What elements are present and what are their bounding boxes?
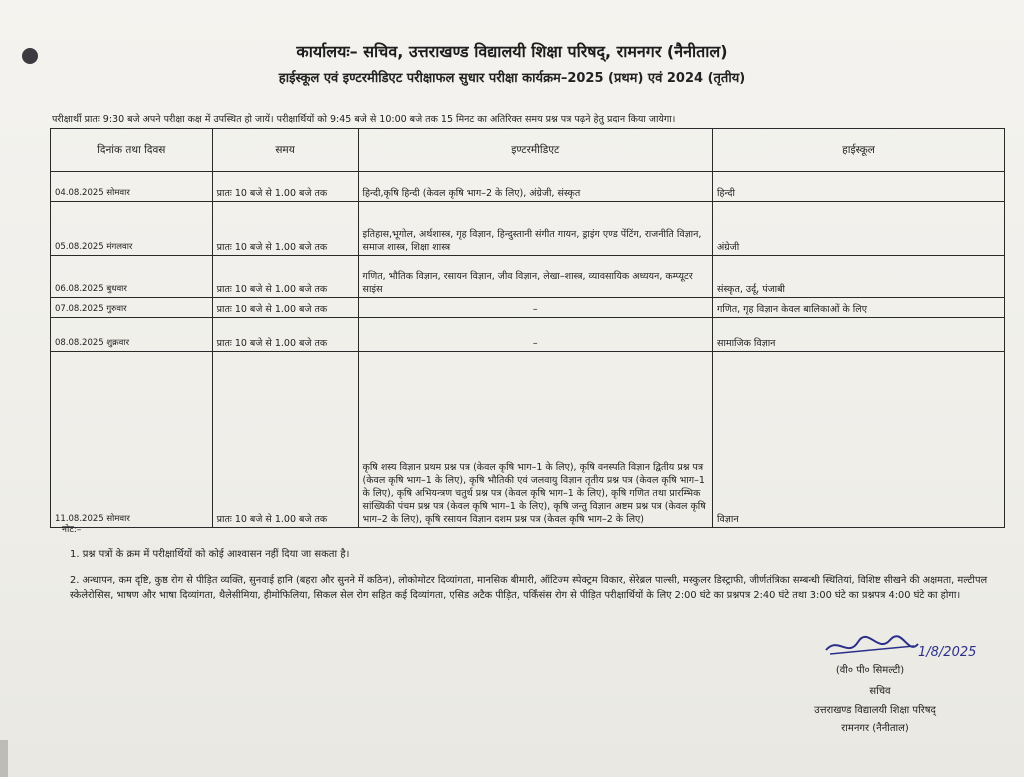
row-date: 07.08.2025 गुरुवार [51,298,213,318]
header-intermediate: इण्टरमीडिएट [358,129,712,172]
row-date: 04.08.2025 सोमवार [51,172,213,202]
row-intermediate: गणित, भौतिक विज्ञान, रसायन विज्ञान, जीव विज्ञान, लेखा–शास्त्र, व्यावसायिक अध्ययन, कम्प्यूटर साइंस [358,256,712,298]
table-row [51,172,1005,202]
header-time: समय [212,129,358,172]
signatory-title: सचिव [869,686,891,697]
table-row [51,352,1005,528]
row-date: 06.08.2025 बुधवार [51,256,213,298]
note-2: 2. अन्धापन, कम दृष्टि, कुष्ठ रोग से पीड़ित व्यक्ति, सुनवाई हानि (बहरा और सुनने में कठिन), लोकोमोटर दिव्यांगता, मानसिक बीमारी, ऑटिज्म स्पेक्ट्रम विकार, सेरेब्रल पाल्सी, मस्कुलर डिस्ट्राफी, जीर्णतंत्रिका सम्बन्धी स्थितियां, विशिष्ट सीखने की अक्षमता, मल्टीपल स्केलेरोसिस, भाषण और भाषा दिव्यांगता, थैलेसीमिया, हीमोफिलिया, सिकल सेल रोग सहित कई दिव्यांगता, एसिड अटैक पीड़ित, पर्किंसंस रोग से पीड़ित परीक्षार्थियों के लिए 2:00 घंटे का प्रश्नपत्र 2:40 घंटे तथा 3:00 घंटे का प्रश्नपत्र 4:00 घंटे का होगा। [70,575,988,601]
table-row [51,298,1005,318]
signature-date: 1/8/2025 [918,645,977,660]
row-intermediate: हिन्दी,कृषि हिन्दी (केवल कृषि भाग–2 के लिए), अंग्रेजी, संस्कृत [358,172,712,202]
row-highschool: अंग्रेजी [713,202,1005,256]
table-header-row [51,129,1005,172]
row-time: प्रातः 10 बजे से 1.00 बजे तक [212,202,358,256]
note-1: 1. प्रश्न पत्रों के क्रम में परीक्षार्थियों को कोई आश्वासन नहीं दिया जा सकता है। [70,549,350,560]
table-row [51,256,1005,298]
row-time: प्रातः 10 बजे से 1.00 बजे तक [212,352,358,528]
header-highschool: हाईस्कूल [713,129,1005,172]
exam-schedule-table [50,128,1005,528]
row-time: प्रातः 10 बजे से 1.00 बजे तक [212,256,358,298]
row-time: प्रातः 10 बजे से 1.00 बजे तक [212,172,358,202]
row-intermediate: इतिहास,भूगोल, अर्थशास्त्र, गृह विज्ञान, हिन्दुस्तानी संगीत गायन, ड्राइंग एण्ड पेंटिंग, राजनीति विज्ञान, समाज शास्त्र, शिक्षा शास्त्र [358,202,712,256]
office-header: कार्यालयः– सचिव, उत्तराखण्ड विद्यालयी शिक्षा परिषद्, रामनगर (नैनीताल) [296,42,728,61]
reporting-instruction: परीक्षार्थी प्रातः 9:30 बजे अपने परीक्षा कक्ष में उपस्थित हो जायें। परीक्षार्थियों को 9:45 बजे से 10:00 बजे तक 15 मिनट का अतिरिक्त समय प्रश्न पत्र पढ़ने हेतु प्रदान किया जायेगा। [52,114,676,125]
exam-program-title: हाईस्कूल एवं इण्टरमीडिएट परीक्षाफल सुधार परीक्षा कार्यक्रम–2025 (प्रथम) एवं 2024 (तृतीय) [278,71,746,86]
page-edge [0,740,8,777]
row-time: प्रातः 10 बजे से 1.00 बजे तक [212,298,358,318]
signatory-place: रामनगर (नैनीताल) [841,723,909,734]
signatory-board: उत्तराखण्ड विद्यालयी शिक्षा परिषद् [814,705,936,716]
row-intermediate: – [358,298,712,318]
row-intermediate: – [358,318,712,352]
row-highschool: संस्कृत, उर्दू, पंजाबी [713,256,1005,298]
row-date: 08.08.2025 शुक्रवार [51,318,213,352]
signatory-name: (वी० पी० सिमल्टी) [835,665,905,676]
notes-heading: नोट:– [62,525,82,535]
row-highschool: विज्ञान [713,352,1005,528]
row-date: 05.08.2025 मंगलवार [51,202,213,256]
row-date: 11.08.2025 सोमवार [51,352,213,528]
table-row [51,202,1005,256]
row-highschool: हिन्दी [713,172,1005,202]
row-intermediate: कृषि शस्य विज्ञान प्रथम प्रश्न पत्र (केवल कृषि भाग–1 के लिए), कृषि वनस्पति विज्ञान द्वितीय प्रश्न पत्र (केवल कृषि भाग–1 के लिए), कृषि भौतिकी एवं जलवायु विज्ञान तृतीय प्रश्न पत्र (केवल कृषि भाग–1 के लिए), कृषि अभियन्त्रण चतुर्थ प्रश्न पत्र (केवल कृषि भाग–1 के लिए), कृषि गणित तथा प्रारम्भिक सांख्यिकी पंचम प्रश्न पत्र (केवल कृषि भाग–1 के लिए), कृषि जन्तु विज्ञान अष्टम प्रश्न पत्र (केवल कृषि भाग–2 के लिए), कृषि रसायन विज्ञान दशम प्रश्न पत्र (केवल कृषि भाग–2 के लिए) [358,352,712,528]
row-highschool: गणित, गृह विज्ञान केवल बालिकाओं के लिए [713,298,1005,318]
table-row [51,318,1005,352]
row-time: प्रातः 10 बजे से 1.00 बजे तक [212,318,358,352]
row-highschool: सामाजिक विज्ञान [713,318,1005,352]
header-date: दिनांक तथा दिवस [51,129,213,172]
